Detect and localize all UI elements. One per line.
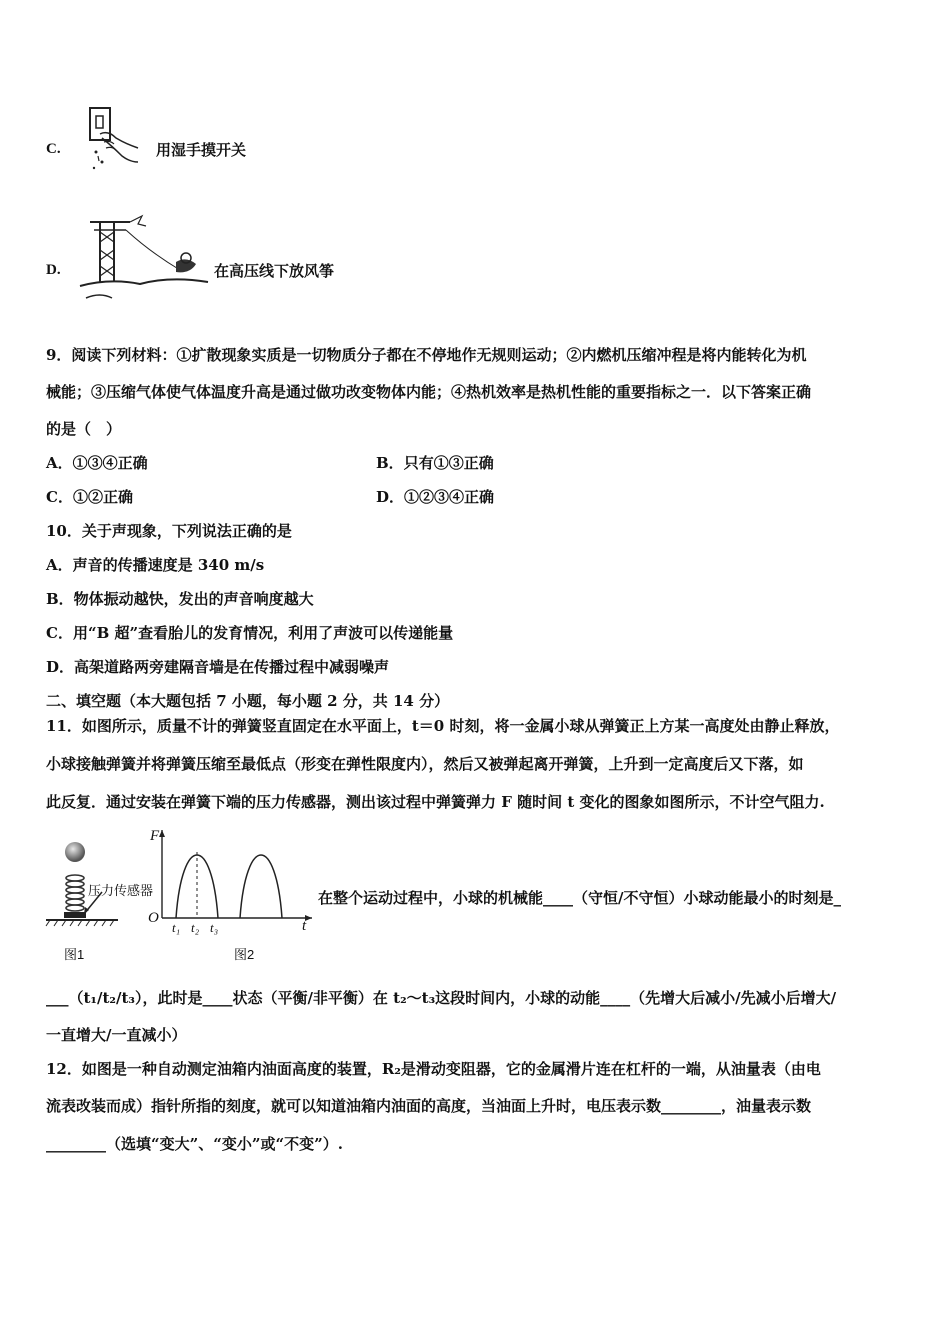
option-c-letter: C. <box>46 141 61 157</box>
q11-stem-line-2: 小球接触弹簧并将弹簧压缩至最低点（形变在弹性限度内），然后又被弹起离开弹簧，上升到一定高度后又下落，如 <box>46 755 804 773</box>
q9-option-d <box>376 487 494 507</box>
tick-t1: t₁ <box>172 920 181 935</box>
option-d-text: 在高压线下放风筝 <box>214 262 335 280</box>
figure-2-caption: 图2 <box>234 947 255 962</box>
pressure-sensor-plate <box>64 912 86 918</box>
section-heading-fill-in: 二、填空题（本大题包括 7 小题，每小题 2 分，共 14 分） <box>46 692 450 710</box>
origin-label: O <box>148 910 159 926</box>
q9-option-b-text: 只有①③正确 <box>403 454 494 472</box>
q9-option-b-letter: B． <box>376 454 404 472</box>
q9-option-c <box>46 487 133 507</box>
q9-option-d-text: ①②③④正确 <box>404 488 495 506</box>
q11-stem-line-3: 此反复．通过安装在弹簧下端的压力传感器，测出该过程中弹簧弹力 F 随时间 t 变化的图象如图所示，不计空气阻力. <box>46 793 825 811</box>
q12-stem-line-2: 流表改装而成）指针所指的刻度，就可以知道油箱内油面的高度，当油面上升时，电压表示数________，油量表示数 <box>46 1097 812 1115</box>
pressure-sensor-label: 压力传感器 <box>88 883 154 898</box>
q9-stem-line-1: 9．阅读下列材料：①扩散现象实质是一切物质分子都在不停地作无规则运动；②内燃机压缩冲程是将内能转化为机 <box>46 346 807 364</box>
spring <box>66 875 84 911</box>
tick-t3: t₃ <box>210 920 219 935</box>
y-axis-label: F <box>150 828 160 844</box>
q9-option-c-letter: C． <box>46 488 73 506</box>
q11-beside-figure-text: 在整个运动过程中，小球的机械能____（守恒/不守恒）小球动能最小的时刻是_ <box>318 889 841 907</box>
q9-option-b <box>376 453 494 473</box>
q11-line-5: ___（t₁/t₂/t₃），此时是____状态（平衡/非平衡）在 t₂～t₃这段时间内，小球的动能____（先增大后减小/先减小后增大/ <box>46 989 837 1007</box>
wet-hand-switch-illustration <box>82 104 142 176</box>
kite-under-power-line-illustration <box>80 212 212 304</box>
q9-stem-line-3: 的是（ ） <box>46 420 122 438</box>
q9-option-d-letter: D． <box>376 488 405 506</box>
q11-line-6: 一直增大/一直减小） <box>46 1026 187 1044</box>
force-pulse-2 <box>240 855 282 918</box>
q10-option-a: A．声音的传播速度是 340 m/s <box>46 556 265 574</box>
q11-stem-line-1: 11．如图所示，质量不计的弹簧竖直固定在水平面上，t＝0 时刻，将一金属小球从弹簧正上方某一高度处由静止释放， <box>46 717 840 735</box>
q12-stem-line-1: 12．如图是一种自动测定油箱内油面高度的装置，R₂是滑动变阻器，它的金属滑片连在杠杆的一端，从油量表（由电 <box>46 1060 821 1078</box>
figure-1-caption: 图1 <box>64 947 85 962</box>
q9-option-a-letter: A． <box>46 454 73 472</box>
x-axis-label: t <box>302 918 307 934</box>
q10-option-b: B．物体振动越快，发出的声音响度越大 <box>46 590 314 608</box>
q9-option-a <box>46 453 148 473</box>
tick-t2: t₂ <box>191 920 200 935</box>
force-time-graph <box>140 824 320 944</box>
option-c-text: 用湿手摸开关 <box>156 141 247 159</box>
metal-ball <box>65 842 85 862</box>
q10-option-c: C．用“B 超”查看胎儿的发育情况，利用了声波可以传递能量 <box>46 624 454 642</box>
q9-option-c-text: ①②正确 <box>72 488 133 506</box>
option-d-letter: D. <box>46 262 61 278</box>
q9-option-a-text: ①③④正确 <box>72 454 148 472</box>
q9-stem-line-2: 械能；③压缩气体使气体温度升高是通过做功改变物体内能；④热机效率是热机性能的重要指标之一．以下答案正确 <box>46 383 812 401</box>
q10-option-d: D．高架道路两旁建隔音墙是在传播过程中减弱噪声 <box>46 658 390 676</box>
q12-stem-line-3: ________（选填“变大”、“变小”或“不变”）. <box>46 1135 343 1153</box>
q10-stem: 10．关于声现象，下列说法正确的是 <box>46 522 292 540</box>
